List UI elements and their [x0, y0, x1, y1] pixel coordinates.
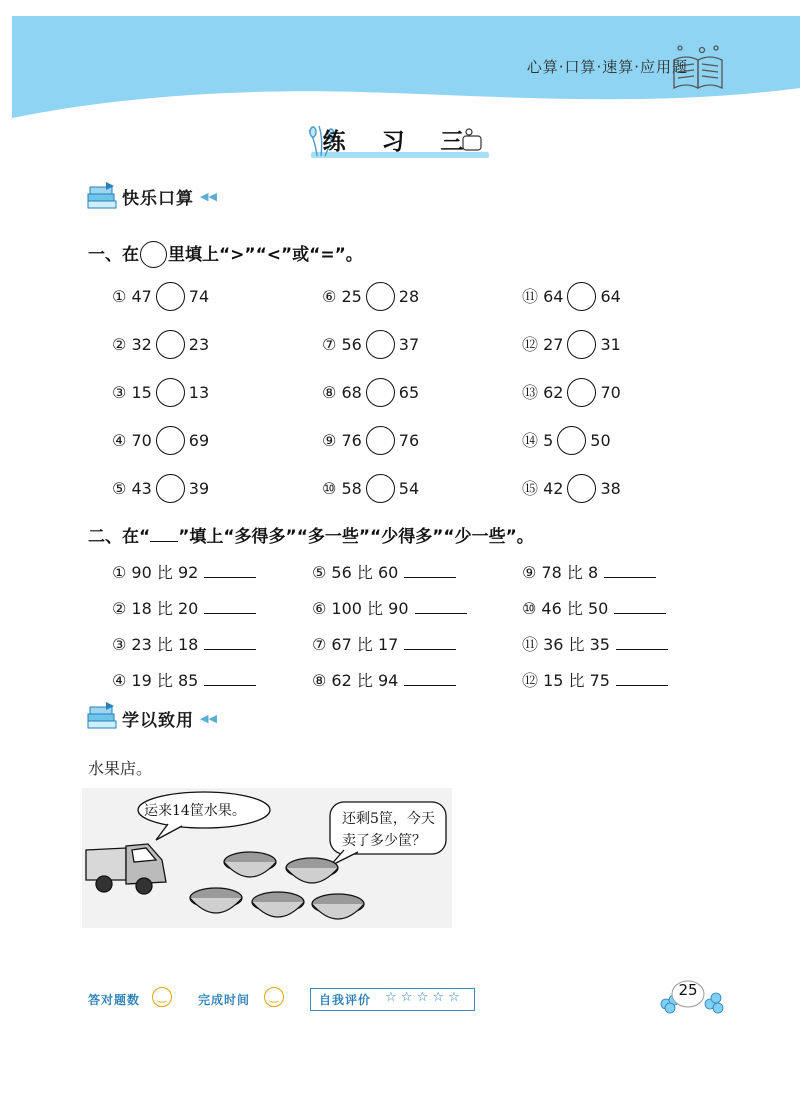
- q1-text-a: 一、在: [88, 245, 139, 265]
- answer-blank[interactable]: [204, 649, 256, 650]
- answer-blank[interactable]: [404, 685, 456, 686]
- answer-circle[interactable]: [156, 426, 185, 455]
- word-compare-grid: [112, 560, 712, 700]
- section-heading-kuaile: 快乐口算: [122, 189, 194, 209]
- answer-circle[interactable]: [366, 474, 395, 503]
- page-number: 25: [678, 981, 698, 999]
- compare-item-8: ⑧ 68 65: [322, 379, 419, 408]
- answer-circle[interactable]: [366, 426, 395, 455]
- compare-item-9: ⑨ 76 76: [322, 427, 419, 456]
- question-2-title: [88, 522, 534, 547]
- compare-item-1: ① 47 74: [112, 283, 209, 312]
- compare-item-12: ⑫ 27 31: [522, 331, 621, 360]
- answer-blank[interactable]: [604, 577, 656, 578]
- answer-blank[interactable]: [404, 577, 456, 578]
- compare-item-5: ⑤ 43 39: [112, 475, 209, 504]
- compare-item-10: ⑩ 58 54: [322, 475, 419, 504]
- answer-blank[interactable]: [204, 577, 256, 578]
- self-eval-box: [310, 988, 475, 1011]
- answer-circle[interactable]: [567, 378, 596, 407]
- compare-item-14: ⑭ 5 50: [522, 427, 611, 456]
- q2-text-a: 二、在“: [88, 527, 151, 547]
- answer-circle[interactable]: [366, 378, 395, 407]
- double-arrow-icon: ◀◀: [200, 712, 217, 725]
- books-icon: [86, 180, 120, 210]
- compare-item-11: ⑪ 64 64: [522, 283, 621, 312]
- circle-sample: [140, 241, 167, 268]
- answer-circle[interactable]: [156, 474, 185, 503]
- word-item-10: ⑩ 46 比 50: [522, 596, 666, 619]
- section-heading-xueyi: 学以致用: [122, 711, 194, 731]
- q2-text-b: ”填上“多得多”“多一些”“少得多”“少一些”。: [178, 527, 534, 547]
- word-item-12: ⑫ 15 比 75: [522, 668, 668, 691]
- word-item-9: ⑨ 78 比 8: [522, 560, 656, 583]
- speech-bubble-question-line2: 卖了多少筐？: [342, 833, 426, 849]
- answer-blank[interactable]: [415, 613, 467, 614]
- compare-item-6: ⑥ 25 28: [322, 283, 419, 312]
- q1-text-b: 里填上“>”“<”或“=”。: [168, 245, 363, 265]
- compare-item-7: ⑦ 56 37: [322, 331, 419, 360]
- compare-item-13: ⑬ 62 70: [522, 379, 621, 408]
- answer-circle[interactable]: [567, 474, 596, 503]
- double-arrow-icon: ◀◀: [200, 190, 217, 203]
- title-banner: [305, 122, 495, 162]
- answer-blank[interactable]: [614, 613, 666, 614]
- books-icon: [86, 700, 120, 730]
- speech-bubble-truck: 运来14筐水果。: [144, 803, 246, 819]
- word-item-2: ② 18 比 20: [112, 596, 256, 619]
- answer-blank[interactable]: [404, 649, 456, 650]
- correct-count-label: 答对题数: [88, 993, 141, 1007]
- smiley-icon: ‿: [152, 987, 172, 1007]
- compare-item-3: ③ 15 13: [112, 379, 209, 408]
- question-1-title: [88, 240, 363, 269]
- compare-item-2: ② 32 23: [112, 331, 209, 360]
- word-item-11: ⑪ 36 比 35: [522, 632, 668, 655]
- star-rating[interactable]: ☆ ☆ ☆ ☆ ☆: [385, 990, 460, 1005]
- page-title: 练 习 三: [322, 129, 478, 155]
- word-item-3: ③ 23 比 18: [112, 632, 256, 655]
- smiley-icon: ‿: [264, 987, 284, 1007]
- header-subtitle: 心算·口算·速算·应用题: [526, 58, 688, 76]
- answer-circle[interactable]: [156, 378, 185, 407]
- answer-blank[interactable]: [616, 685, 668, 686]
- answer-blank[interactable]: [204, 613, 256, 614]
- speech-bubble-question-line1: 还剩5筐，今天: [342, 811, 435, 827]
- compare-grid: [112, 283, 712, 513]
- time-taken-label: 完成时间: [198, 993, 251, 1007]
- answer-circle[interactable]: [366, 330, 395, 359]
- word-item-1: ① 90 比 92: [112, 560, 256, 583]
- word-item-8: ⑧ 62 比 94: [312, 668, 456, 691]
- answer-blank[interactable]: [616, 649, 668, 650]
- problem-text: 水果店。: [88, 759, 153, 778]
- answer-circle[interactable]: [567, 282, 596, 311]
- answer-circle[interactable]: [567, 330, 596, 359]
- answer-circle[interactable]: [557, 426, 586, 455]
- answer-circle[interactable]: [156, 330, 185, 359]
- answer-circle[interactable]: [366, 282, 395, 311]
- compare-item-4: ④ 70 69: [112, 427, 209, 456]
- word-item-4: ④ 19 比 85: [112, 668, 256, 691]
- word-item-6: ⑥ 100 比 90: [312, 596, 467, 619]
- self-eval-label: 自我评价: [319, 993, 372, 1007]
- answer-circle[interactable]: [156, 282, 185, 311]
- blank-sample: [150, 541, 178, 542]
- compare-item-15: ⑮ 42 38: [522, 475, 621, 504]
- answer-blank[interactable]: [204, 685, 256, 686]
- word-item-7: ⑦ 67 比 17: [312, 632, 456, 655]
- word-item-5: ⑤ 56 比 60: [312, 560, 456, 583]
